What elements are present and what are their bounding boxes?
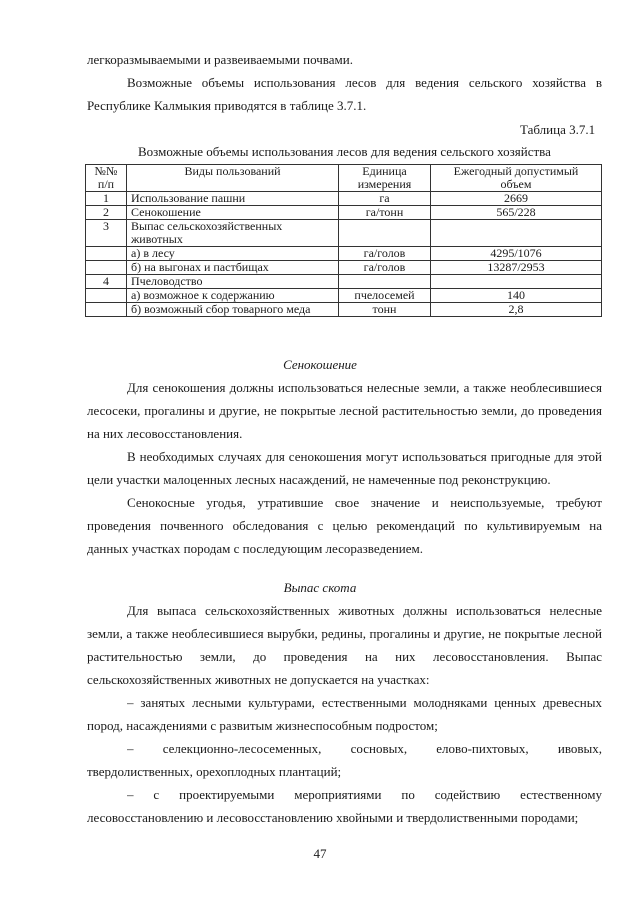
table-caption: Возможные объемы использования лесов для ведения сельского хозяйства (138, 144, 551, 159)
cell-value: 2,8 (431, 303, 602, 317)
cell-num: 3 (86, 220, 127, 247)
bullet-line: пород, насаждениями с развитым жизнеспособным подростом; (87, 718, 438, 733)
bullet-line: – занятых лесными культурами, естественными молодняками ценных древесных (127, 695, 602, 710)
header-num (86, 165, 127, 192)
header-num-line2: п/п (97, 177, 115, 191)
intro-line-1: Возможные объемы использования лесов для ведения сельского хозяйства в (127, 75, 602, 90)
table-row (86, 289, 602, 303)
header-unit-line1: Единица (362, 164, 407, 178)
cell-value: 13287/2953 (431, 261, 602, 275)
bullet-line: – с проектируемыми мероприятиями по содействию естественному (127, 787, 602, 802)
cell-type: а) возможное к содержанию (127, 289, 339, 303)
bullet-line: твердолиственных, орехоплодных плантаций; (87, 764, 342, 779)
cell-unit: га (339, 192, 431, 206)
paragraph-line: В необходимых случаях для сенокошения могут использоваться пригодные для этой (127, 449, 602, 464)
cell-num: 2 (86, 206, 127, 220)
cell-unit: тонн (339, 303, 431, 317)
cell-value (431, 220, 602, 247)
table-row (86, 261, 602, 275)
paragraph-line: на них лесовосстановления. (87, 426, 243, 441)
cell-type: б) на выгонах и пастбищах (127, 261, 339, 275)
text-line-top: легкоразмываемыми и развеиваемыми почвами. (87, 52, 353, 67)
paragraph-line: земли, а также необлесившиеся вырубки, редины, прогалины и другие, не покрытые лесной (87, 626, 602, 641)
cell-unit: га/голов (339, 261, 431, 275)
paragraph-line: сельскохозяйственных животных не допускается на участках: (87, 672, 430, 687)
cell-value: 4295/1076 (431, 247, 602, 261)
header-unit (339, 165, 431, 192)
cell-num: 4 (86, 275, 127, 289)
header-unit-line2: измерения (357, 177, 412, 191)
table-row (86, 247, 602, 261)
cell-type: Пчеловодство (127, 275, 339, 289)
section-heading-grazing: Выпас скота (283, 580, 357, 595)
paragraph-line: Для выпаса сельскохозяйственных животных должны использоваться нелесные (127, 603, 602, 618)
bullet-line: – селекционно-лесосеменных, сосновых, елово-пихтовых, ивовых, (127, 741, 602, 756)
cell-unit: пчелосемей (339, 289, 431, 303)
cell-num (86, 303, 127, 317)
table-row (86, 192, 602, 206)
cell-unit (339, 220, 431, 247)
table-row (86, 206, 602, 220)
intro-line-2: Республике Калмыкия приводятся в таблице 3.7.1. (87, 98, 367, 113)
cell-unit (339, 275, 431, 289)
header-num-line1: №№ (94, 164, 118, 178)
paragraph-line: лесосеки, прогалины и другие, не покрытые лесной растительностью земли, до проведения (87, 403, 602, 418)
table-row (86, 303, 602, 317)
table-row (86, 220, 602, 234)
table-label: Таблица 3.7.1 (520, 122, 596, 137)
table-row (86, 275, 602, 289)
paragraph-line: цели участки малоценных лесных насаждений, не намеченные под реконструкцию. (87, 472, 551, 487)
cell-type: а) в лесу (127, 247, 339, 261)
section-heading-haymaking: Сенокошение (283, 357, 357, 372)
cell-value: 565/228 (431, 206, 602, 220)
paragraph-line: Сенокосные угодья, утратившие свое значение и неиспользуемые, требуют (127, 495, 602, 510)
header-types-label: Виды пользований (184, 164, 281, 178)
cell-unit: га/тонн (339, 206, 431, 220)
cell-num (86, 261, 127, 275)
paragraph-line: растительностью земли, до проведения на них лесовосстановления. Выпас (87, 649, 602, 664)
cell-num (86, 247, 127, 261)
cell-unit: га/голов (339, 247, 431, 261)
paragraph-line: проведения почвенного обследования с целью рекомендаций по культивируемым на (87, 518, 602, 533)
page-number: 47 (313, 846, 327, 861)
cell-num: 1 (86, 192, 127, 206)
header-volume-line2: объем (500, 177, 532, 191)
cell-type: животных (127, 233, 339, 247)
cell-type: б) возможный сбор товарного меда (127, 303, 339, 317)
cell-num (86, 289, 127, 303)
cell-value: 2669 (431, 192, 602, 206)
bullet-line: лесовосстановлению и лесовосстановлению хвойными и твердолиственными породами; (87, 810, 579, 825)
paragraph-line: данных участках породам с последующим лесоразведением. (87, 541, 424, 556)
header-volume (431, 165, 602, 192)
cell-value (431, 275, 602, 289)
paragraph-line: Для сенокошения должны использоваться нелесные земли, а также необлесившиеся (127, 380, 602, 395)
cell-value: 140 (431, 289, 602, 303)
header-volume-line1: Ежегодный допустимый (453, 164, 579, 178)
usage-table (85, 164, 602, 317)
table-header-row (86, 165, 602, 192)
cell-type: Выпас сельскохозяйственных (127, 220, 339, 234)
cell-type: Использование пашни (127, 192, 339, 206)
header-types (127, 165, 339, 192)
cell-type: Сенокошение (127, 206, 339, 220)
